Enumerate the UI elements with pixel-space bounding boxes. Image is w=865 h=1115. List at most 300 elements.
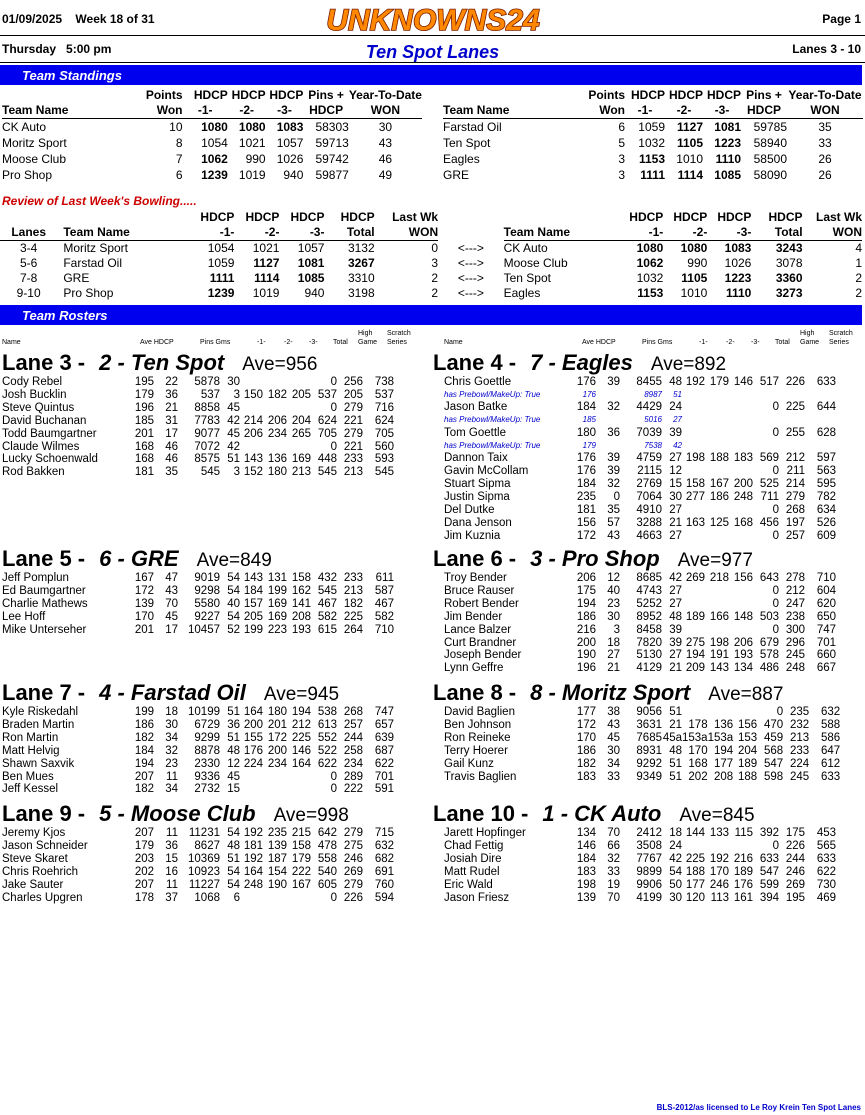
player-stat: 182 xyxy=(134,783,154,796)
player-stat: 204 xyxy=(291,414,311,427)
player-stat: 161 xyxy=(733,891,753,904)
team-average: Ave=945 xyxy=(263,684,340,705)
player-stat: 27 xyxy=(607,649,620,662)
game-score: 1026 xyxy=(724,256,752,270)
points-won: 5 xyxy=(618,136,625,150)
player-name: Dannon Taix xyxy=(444,452,508,465)
lane-heading xyxy=(2,546,272,572)
player-stat xyxy=(263,892,287,905)
player-stat: 200 xyxy=(576,636,596,649)
roster-header-left: Name Ave HDCP Pins Gms -1- -2- -3- Total High Game Scratch Series xyxy=(2,330,411,346)
player-row xyxy=(442,376,836,389)
points-won: 8 xyxy=(175,136,183,150)
player-stat: 47 xyxy=(165,572,178,584)
player-stat xyxy=(682,465,705,478)
player-row xyxy=(0,585,394,598)
player-stat xyxy=(240,376,263,389)
player-stat: 469 xyxy=(816,891,836,904)
player-stat: 593 xyxy=(374,453,394,466)
player-stat: 701 xyxy=(374,770,394,783)
player-stat: 9336 xyxy=(194,770,220,783)
player-stat: 48 xyxy=(669,744,682,757)
player-stat: 143 xyxy=(243,453,263,466)
pins-hdcp: 59742 xyxy=(315,152,349,166)
player-row xyxy=(442,427,836,440)
player-name: Josiah Dire xyxy=(444,852,502,865)
player-stat: 203 xyxy=(134,852,154,865)
report-date-week: 01/09/2025 Week 18 of 31 xyxy=(2,12,155,26)
player-name: Robert Bender xyxy=(444,597,519,610)
player-stat: 22 xyxy=(165,376,178,388)
player-stat: 582 xyxy=(374,610,394,623)
player-row xyxy=(0,466,394,479)
player-stat: 34 xyxy=(165,783,178,796)
game-score: 1081 xyxy=(297,256,325,270)
game-score: 1080 xyxy=(636,241,664,255)
player-stat: 32 xyxy=(607,401,620,414)
player-stat: 6 xyxy=(233,891,240,904)
team-title: 1 - CK Auto xyxy=(542,801,662,826)
player-row xyxy=(442,401,836,414)
player-stat: 0 xyxy=(330,783,337,796)
player-stat: 39 xyxy=(607,465,620,478)
player-stat: 177 xyxy=(685,878,705,891)
player-name: Josh Bucklin xyxy=(2,388,67,401)
player-name: David Buchanan xyxy=(2,414,87,427)
player-stat: 39 xyxy=(607,376,620,388)
player-row xyxy=(442,598,836,611)
player-stat: 199 xyxy=(267,584,287,597)
player-stat: 235 xyxy=(576,490,596,503)
player-stat: 1068 xyxy=(194,891,220,904)
player-stat: 194 xyxy=(714,744,734,757)
player-name: Kyle Riskedahl xyxy=(2,706,79,718)
team-title: 5 - Moose Club xyxy=(99,801,256,826)
player-stat: 36 xyxy=(227,718,240,731)
player-row xyxy=(442,706,840,719)
player-stat: 7064 xyxy=(636,490,662,503)
player-name: Stuart Sipma xyxy=(444,478,511,491)
player-stat: 190 xyxy=(267,878,287,891)
player-stat: 51 xyxy=(227,453,240,466)
player-stat: 36 xyxy=(165,388,178,401)
player-stat: 545 xyxy=(317,466,337,479)
page-number: Page 1 xyxy=(822,12,861,26)
player-stat: 199 xyxy=(134,706,154,718)
player-name: Matt Rudel xyxy=(444,865,500,878)
player-stat: 650 xyxy=(816,610,836,623)
player-stat: 605 xyxy=(317,878,337,891)
prebowl-note-row xyxy=(442,440,836,453)
player-stat: 205 xyxy=(343,388,363,401)
player-stat: 51 xyxy=(227,731,240,744)
player-stat: 225 xyxy=(685,852,705,865)
player-stat: 34 xyxy=(165,731,178,744)
player-stat xyxy=(729,414,753,427)
player-stat: 189 xyxy=(738,757,758,770)
pins-hdcp: 59877 xyxy=(315,168,349,182)
player-stat: 747 xyxy=(374,706,394,718)
player-name: Troy Bender xyxy=(444,572,507,584)
player-stat: 27 xyxy=(669,503,682,516)
team-title: 2 - Ten Spot xyxy=(99,350,225,375)
player-stat: 197 xyxy=(785,516,805,529)
player-stat: 180 xyxy=(267,706,287,718)
player-stat: 234 xyxy=(267,427,287,440)
team-name: Moose Club xyxy=(503,256,568,270)
lane-pair: 9-10 xyxy=(16,286,41,300)
hdcp-game: 1019 xyxy=(238,168,266,182)
player-stat: 169 xyxy=(291,453,311,466)
player-row xyxy=(442,866,836,879)
player-name: Jim Bender xyxy=(444,610,503,623)
standings-rows-left xyxy=(2,119,422,184)
player-stat: 277 xyxy=(685,490,705,503)
player-stat: 226 xyxy=(343,891,363,904)
ytd-won: 26 xyxy=(818,168,832,182)
player-stat: 113 xyxy=(710,891,729,904)
player-stat xyxy=(805,389,836,402)
player-stat: 588 xyxy=(821,718,841,731)
player-stat: 578 xyxy=(759,649,779,662)
team-name: Farstad Oil xyxy=(63,256,123,270)
hdcp-game: 1110 xyxy=(715,152,741,166)
player-row xyxy=(0,853,394,866)
player-stat: 24 xyxy=(669,839,682,852)
player-stat xyxy=(729,389,753,402)
player-stat: 131 xyxy=(267,572,287,584)
team-name: Eagles xyxy=(443,152,480,166)
player-stat: 657 xyxy=(374,718,394,731)
player-stat: 558 xyxy=(317,852,337,865)
player-stat: 248 xyxy=(785,662,805,675)
player-stat xyxy=(705,530,729,543)
team-name: Pro Shop xyxy=(63,286,114,300)
player-stat xyxy=(240,892,263,905)
player-stat: 459 xyxy=(764,731,784,744)
player-stat xyxy=(805,414,836,427)
player-stat: 21 xyxy=(669,662,682,675)
player-stat xyxy=(705,465,729,478)
player-name: Jeff Pomplun xyxy=(2,572,69,584)
player-stat: 21 xyxy=(607,662,620,675)
player-stat: 175 xyxy=(576,584,596,597)
player-name: Dana Jenson xyxy=(444,516,512,529)
player-stat xyxy=(263,402,287,415)
player-stat: 54 xyxy=(227,610,240,623)
player-stat xyxy=(705,414,729,427)
player-stat xyxy=(729,440,753,453)
player-name: Terry Hoerer xyxy=(444,744,508,757)
player-row xyxy=(442,840,836,853)
player-stat: 27 xyxy=(669,597,682,610)
player-stat: 782 xyxy=(816,490,836,503)
player-stat: 245 xyxy=(785,649,805,662)
player-stat: 522 xyxy=(317,744,337,757)
player-stat: 185 xyxy=(582,415,596,425)
player-stat: 33 xyxy=(607,865,620,878)
player-stat: 136 xyxy=(714,718,734,731)
pins-hdcp: 58940 xyxy=(753,136,787,150)
player-stat: 31 xyxy=(165,414,178,427)
player-stat: 183 xyxy=(576,770,596,783)
player-row xyxy=(0,745,394,758)
lane-heading xyxy=(2,801,349,827)
player-stat: 18 xyxy=(669,827,682,839)
player-stat: 268 xyxy=(785,503,805,516)
standings-table-right: Points HDCP HDCP HDCP Pins + Year-To-Date Team Name Won -1- -2- -3- HDCP WON Farstad Oil 6 1059 1127 1081 59785 35 Ten Spot 5 1032 1105 1223 58940 33 Eagles 3 1153 1010 1110 58500 26 GRE 3 1111 1114 1085 58090 26 xyxy=(443,88,862,182)
player-stat: 172 xyxy=(576,529,596,542)
player-stat: 54 xyxy=(227,827,240,839)
player-name: Ben Mues xyxy=(2,770,54,783)
team-name: Eagles xyxy=(503,286,541,300)
hdcp-game: 990 xyxy=(245,152,266,166)
team-name: Farstad Oil xyxy=(443,120,502,134)
player-stat: 705 xyxy=(374,427,394,440)
player-stat: 192 xyxy=(243,827,263,839)
player-stat: 716 xyxy=(374,401,394,414)
player-stat: 213 xyxy=(343,466,363,479)
player-stat xyxy=(240,441,263,454)
player-stat: 633 xyxy=(816,852,836,865)
player-stat: 9906 xyxy=(636,878,662,891)
player-stat: 9056 xyxy=(636,706,662,718)
player-stat: 0 xyxy=(330,376,337,388)
player-row xyxy=(442,452,836,465)
review-table: HDCP HDCP HDCP HDCP Last Wk HDCP HDCP HDCP HDCP Last Wk Lanes Team Name -1- -2- -3- Total WON Team Name -1- -2- -3- Total WON 3-4 Moritz Sport 1054 1021 1057 3132 0 <---> CK Auto 1080 1080 1083 3243 4 5-6 Farstad Oil 1059 1127 1081 3267 3 <---> Moose Club 1062 990 1026 3078 1 7-8 GRE 1111 1114 1085 3310 2 <---> Ten Spot 1032 1105 1223 3360 2 9-10 Pro Shop 1239 1019 940 3198 2 <---> Eagles 1153 1010 1110 3273 2 xyxy=(0,210,862,301)
player-stat: 166 xyxy=(709,610,729,623)
player-stat: 181 xyxy=(243,839,263,852)
player-stat xyxy=(682,427,705,440)
game-total: 3198 xyxy=(347,286,375,300)
player-stat xyxy=(682,530,705,543)
player-stat: 169 xyxy=(267,610,287,623)
player-stat: 633 xyxy=(759,852,779,865)
player-row xyxy=(0,771,394,784)
center-name: Ten Spot Lanes xyxy=(365,42,500,62)
player-stat: 23 xyxy=(165,757,178,770)
player-stat: 27 xyxy=(669,584,682,597)
player-stat: 176 xyxy=(733,878,753,891)
player-stat: 2769 xyxy=(636,478,662,491)
player-name: Jason Schneider xyxy=(2,839,88,852)
last-week-won: 2 xyxy=(855,286,862,300)
player-stat: 202 xyxy=(134,865,154,878)
player-stat: 9299 xyxy=(194,731,220,744)
player-stat: 139 xyxy=(267,839,287,852)
player-stat: 2330 xyxy=(194,757,220,770)
player-stat: 156 xyxy=(576,516,596,529)
player-stat: 517 xyxy=(759,376,779,388)
player-stat: 545 xyxy=(200,466,220,479)
player-stat: 39 xyxy=(669,636,682,649)
game-score: 940 xyxy=(304,286,325,300)
player-stat: 213 xyxy=(343,584,363,597)
player-stat: 225 xyxy=(291,731,311,744)
game-score: 1054 xyxy=(207,241,235,255)
player-row xyxy=(442,853,836,866)
review-title: Review of Last Week's Bowling..... xyxy=(2,194,197,208)
player-stat: 547 xyxy=(759,865,779,878)
player-stat xyxy=(682,440,705,453)
player-stat: 201 xyxy=(134,623,154,636)
player-name: Justin Sipma xyxy=(444,490,510,503)
player-stat: 730 xyxy=(816,878,836,891)
player-stat: 3508 xyxy=(636,839,662,852)
player-stat: 182 xyxy=(576,757,596,770)
player-stat xyxy=(705,840,729,853)
player-stat: 456 xyxy=(759,516,779,529)
player-row xyxy=(0,415,394,428)
player-stat xyxy=(729,401,753,414)
player-stat: 172 xyxy=(134,584,154,597)
player-row xyxy=(0,719,394,732)
player-stat: 4429 xyxy=(636,401,662,414)
player-stat: 206 xyxy=(733,636,753,649)
player-stat: 586 xyxy=(821,731,841,744)
pins-hdcp: 58500 xyxy=(753,152,787,166)
player-stat: 27 xyxy=(673,415,682,425)
player-stat: 70 xyxy=(607,827,620,839)
player-stat: 639 xyxy=(374,731,394,744)
player-stat: 204 xyxy=(738,744,758,757)
player-row xyxy=(0,402,394,415)
player-name: Travis Baglien xyxy=(444,770,517,783)
game-score: 1010 xyxy=(680,286,708,300)
player-row xyxy=(0,572,394,585)
player-stat: 48 xyxy=(669,376,682,388)
player-stat: 503 xyxy=(759,610,779,623)
player-stat: 162 xyxy=(291,584,311,597)
player-stat: 214 xyxy=(785,478,805,491)
player-stat: 168 xyxy=(733,516,753,529)
player-stat: 7538 xyxy=(644,440,662,450)
player-stat: 50 xyxy=(669,878,682,891)
player-stat xyxy=(729,530,753,543)
player-stat: 5580 xyxy=(194,597,220,610)
player-stat: 615 xyxy=(317,623,337,636)
player-stat: 30 xyxy=(607,610,620,623)
roster-table xyxy=(0,376,394,479)
player-stat: 172 xyxy=(267,731,287,744)
player-stat: 195 xyxy=(134,376,154,388)
player-stat: 244 xyxy=(343,731,363,744)
game-score: 1111 xyxy=(209,271,235,285)
game-score: 1114 xyxy=(254,271,280,285)
player-stat xyxy=(682,840,705,853)
player-name: Ed Baumgartner xyxy=(2,584,86,597)
player-stat: 205 xyxy=(291,388,311,401)
hdcp-game: 1114 xyxy=(677,168,703,182)
team-name: GRE xyxy=(443,168,470,182)
player-name: Chris Goettle xyxy=(444,376,512,388)
player-stat: 34 xyxy=(607,757,620,770)
player-stat: 537 xyxy=(200,388,220,401)
player-stat: 565 xyxy=(816,839,836,852)
player-stat: 545 xyxy=(374,466,394,479)
player-stat: 184 xyxy=(134,744,154,757)
team-name: Ten Spot xyxy=(443,136,491,150)
hdcp-game: 1062 xyxy=(201,152,228,166)
player-row xyxy=(442,491,836,504)
player-stat: 9292 xyxy=(636,757,662,770)
player-stat: 747 xyxy=(816,623,836,636)
ytd-won: 35 xyxy=(818,120,832,134)
hdcp-game: 1081 xyxy=(714,120,741,134)
review-row xyxy=(0,271,862,286)
player-row xyxy=(0,598,394,611)
player-stat: 5252 xyxy=(636,597,662,610)
points-won: 3 xyxy=(618,168,625,182)
player-stat: 256 xyxy=(343,376,363,388)
player-stat: 6729 xyxy=(194,718,220,731)
player-stat: 547 xyxy=(764,757,784,770)
player-stat: 27 xyxy=(669,452,682,465)
standings-row xyxy=(2,135,422,151)
player-stat: 538 xyxy=(317,706,337,718)
player-stat: 222 xyxy=(291,865,311,878)
player-row xyxy=(442,771,840,784)
player-stat: 545 xyxy=(317,584,337,597)
player-stat: 11227 xyxy=(188,878,220,891)
player-name: Todd Baumgartner xyxy=(2,427,97,440)
player-stat: 540 xyxy=(317,865,337,878)
player-stat: 12 xyxy=(607,572,620,584)
team-name: Ten Spot xyxy=(503,271,551,285)
player-stat: 51 xyxy=(669,770,682,783)
player-stat: 198 xyxy=(709,636,729,649)
player-stat: 177 xyxy=(576,706,596,718)
player-stat: 537 xyxy=(374,388,394,401)
player-stat: 184 xyxy=(576,852,596,865)
player-stat: 647 xyxy=(821,744,841,757)
player-row xyxy=(442,879,836,892)
player-stat: 613 xyxy=(317,718,337,731)
player-row xyxy=(442,827,836,840)
lane-number: Lane 8 - xyxy=(433,680,517,705)
player-stat xyxy=(753,389,779,402)
player-stat: 0 xyxy=(330,401,337,414)
versus-arrow: <---> xyxy=(457,286,484,300)
player-stat: 66 xyxy=(607,839,620,852)
player-stat: 70 xyxy=(607,891,620,904)
player-stat xyxy=(753,414,779,427)
player-stat: 207 xyxy=(134,770,154,783)
player-stat: 179 xyxy=(134,388,154,401)
versus-arrow: <---> xyxy=(457,271,484,285)
hdcp-game: 1105 xyxy=(676,136,703,150)
player-row xyxy=(0,376,394,389)
player-stat: 150 xyxy=(243,388,263,401)
player-stat xyxy=(596,440,620,453)
player-stat: 246 xyxy=(709,878,729,891)
svg-text:UNKNOWNS24: UNKNOWNS24 xyxy=(326,4,540,34)
player-name: Jeff Kessel xyxy=(2,783,59,796)
player-row xyxy=(0,892,394,905)
player-stat: 216 xyxy=(733,852,753,865)
player-stat: 175 xyxy=(785,827,805,839)
player-stat: 8987 xyxy=(644,389,662,399)
player-stat: 234 xyxy=(343,757,363,770)
player-stat xyxy=(705,624,729,637)
player-stat: 207 xyxy=(134,878,154,891)
player-stat: 196 xyxy=(576,662,596,675)
player-stat: 279 xyxy=(343,878,363,891)
player-stat xyxy=(705,389,729,402)
lane-number: Lane 4 - xyxy=(433,350,517,375)
review-row xyxy=(0,241,862,257)
player-stat: 222 xyxy=(343,783,363,796)
